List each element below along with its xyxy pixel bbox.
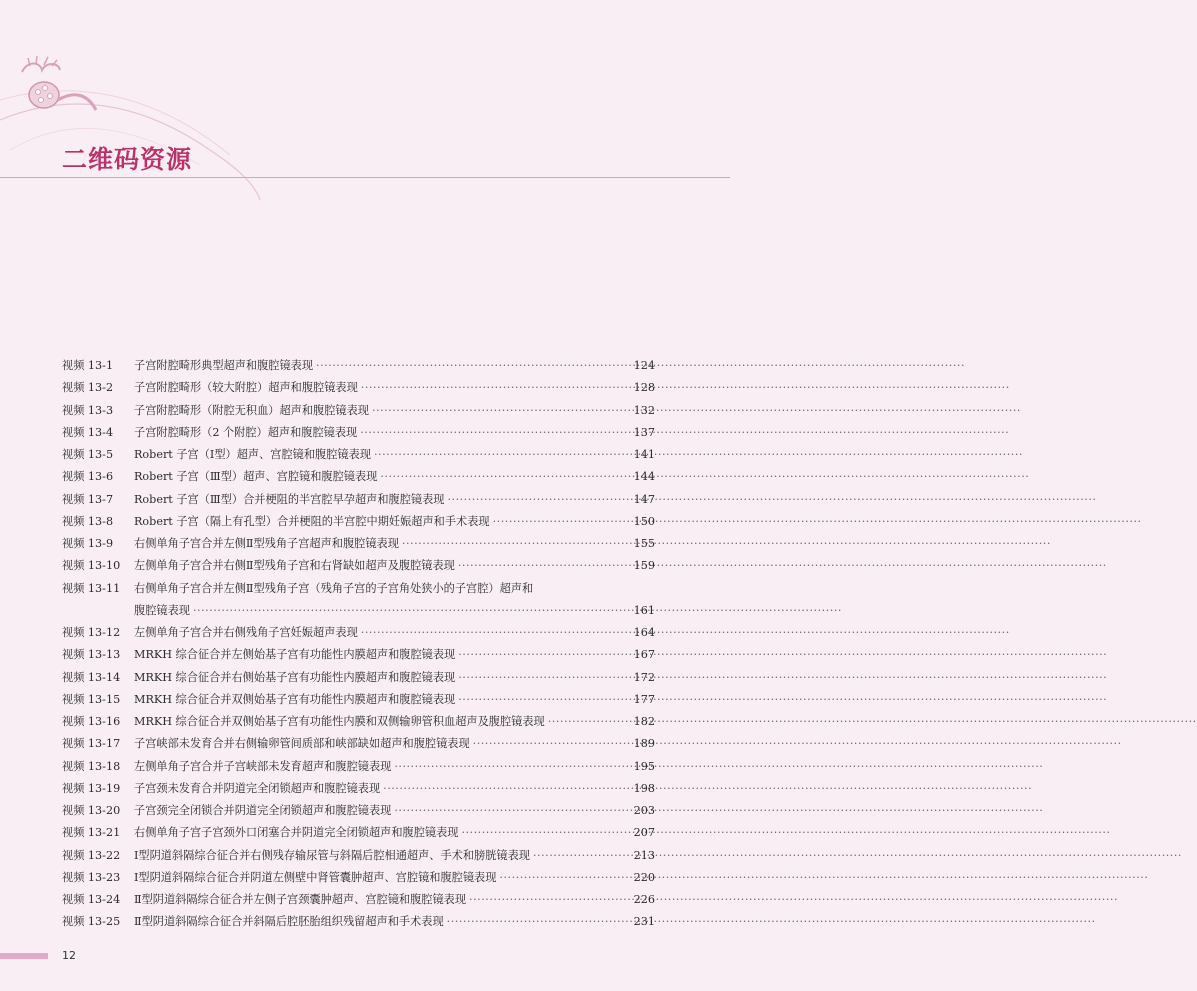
toc-entry[interactable]	[62, 822, 655, 844]
toc-text: Ⅱ型阴道斜隔综合征合并左侧子宫颈囊肿超声、宫腔镜和腹腔镜表现	[134, 893, 467, 906]
toc-text: Robert 子宫（Ⅰ型）超声、宫腔镜和腹腔镜表现	[134, 448, 371, 461]
toc-text: 子宫附腔畸形（较大附腔）超声和腹腔镜表现	[134, 381, 358, 395]
toc-label: 视频 13-23	[62, 870, 121, 884]
toc-label: 视频 13-13	[62, 648, 121, 662]
toc-page: 164	[633, 626, 655, 639]
toc-list	[62, 355, 655, 934]
toc-entry[interactable]	[62, 555, 655, 577]
toc-page: 150	[633, 514, 655, 528]
toc-leader	[473, 733, 631, 755]
toc-page: 128	[633, 381, 655, 395]
toc-page: 203	[633, 804, 655, 817]
toc-entry[interactable]	[62, 377, 655, 399]
toc-page: 124	[633, 359, 655, 372]
toc-page: 213	[633, 848, 655, 862]
toc-leader	[374, 444, 631, 466]
toc-page: 144	[633, 470, 655, 484]
toc-leader	[469, 889, 631, 911]
toc-leader	[394, 756, 630, 778]
toc-entry[interactable]	[62, 511, 655, 533]
toc-text: MRKH 综合征合并右侧始基子宫有功能性内膜超声和腹腔镜表现	[134, 670, 456, 684]
ovary-tube-icon	[22, 56, 96, 110]
toc-leader	[447, 489, 630, 511]
toc-entry[interactable]	[62, 867, 655, 889]
toc-entry[interactable]	[62, 489, 655, 511]
toc-entry[interactable]	[62, 644, 655, 666]
toc-entry[interactable]	[62, 466, 655, 488]
page-number: 12	[62, 949, 76, 962]
toc-leader	[361, 622, 631, 644]
toc-text: 子宫颈完全闭锁合并阴道完全闭锁超声和腹腔镜表现	[134, 804, 392, 817]
toc-page: 182	[633, 715, 655, 728]
title-divider	[0, 177, 730, 178]
toc-entry[interactable]	[62, 733, 655, 755]
toc-text: 右侧单角子宫合并左侧Ⅱ型残角子宫（残角子宫的子宫角处狭小的子宫腔）超声和	[134, 581, 534, 595]
toc-page: 132	[633, 403, 655, 417]
toc-entry[interactable]	[62, 355, 655, 377]
toc-label: 视频 13-17	[62, 737, 121, 751]
toc-entry[interactable]	[62, 756, 655, 778]
toc-text: 左侧单角子宫合并右侧Ⅱ型残角子宫和右肾缺如超声及腹腔镜表现	[134, 559, 455, 573]
toc-label: 视频 13-4	[62, 425, 114, 439]
toc-label: 视频 13-24	[62, 893, 121, 906]
toc-page: 161	[633, 603, 655, 617]
toc-page: 198	[633, 781, 655, 795]
toc-entry[interactable]	[62, 622, 655, 644]
toc-page: 167	[633, 648, 655, 662]
toc-leader	[533, 845, 631, 867]
toc-label: 视频 13-11	[62, 581, 121, 595]
toc-entry[interactable]	[62, 533, 655, 555]
toc-entry[interactable]	[62, 911, 655, 933]
toc-text: Ⅰ型阴道斜隔综合征合并右侧残存输尿管与斜隔后腔相通超声、手术和膀胱镜表现	[134, 848, 530, 862]
toc-label: 视频 13-6	[62, 470, 114, 484]
toc-label: 视频 13-9	[62, 537, 114, 550]
toc-leader	[402, 533, 631, 555]
toc-leader	[458, 689, 630, 711]
toc-label: 视频 13-25	[62, 915, 121, 929]
toc-entry[interactable]	[62, 578, 655, 623]
toc-entry[interactable]	[62, 800, 655, 822]
toc-leader	[499, 867, 630, 889]
toc-text: Robert 子宫（隔上有孔型）合并梗阻的半宫腔中期妊娠超声和手术表现	[134, 514, 490, 528]
toc-page: 141	[633, 448, 655, 461]
toc-leader	[361, 377, 631, 399]
toc-text: MRKH 综合征合并左侧始基子宫有功能性内膜超声和腹腔镜表现	[134, 648, 456, 662]
toc-text: MRKH 综合征合并双侧始基子宫有功能性内膜超声和腹腔镜表现	[134, 692, 456, 706]
toc-leader	[360, 422, 630, 444]
toc-entry[interactable]	[62, 889, 655, 911]
toc-text: 右侧单角子宫子宫颈外口闭塞合并阴道完全闭锁超声和腹腔镜表现	[134, 826, 459, 840]
page-title: 二维码资源	[62, 145, 193, 174]
toc-text-continued: 腹腔镜表现	[134, 603, 190, 617]
toc-text: Ⅱ型阴道斜隔综合征合并斜隔后腔胚胎组织残留超声和手术表现	[134, 915, 444, 929]
toc-label: 视频 13-3	[62, 403, 114, 417]
toc-page: 226	[633, 893, 655, 906]
toc-label: 视频 13-16	[62, 715, 121, 728]
toc-page: 147	[633, 492, 655, 506]
toc-text: 子宫附腔畸形（2 个附腔）超声和腹腔镜表现	[134, 425, 358, 439]
toc-label: 视频 13-10	[62, 559, 121, 573]
toc-leader	[458, 644, 630, 666]
toc-label: 视频 13-14	[62, 670, 121, 684]
toc-label: 视频 13-5	[62, 448, 114, 461]
toc-leader	[193, 600, 631, 622]
toc-leader	[493, 511, 631, 533]
toc-leader	[316, 355, 631, 377]
toc-text: Robert 子宫（Ⅲ型）合并梗阻的半宫腔早孕超声和腹腔镜表现	[134, 492, 445, 506]
toc-text: 子宫颈未发育合并阴道完全闭锁超声和腹腔镜表现	[134, 781, 381, 795]
toc-leader	[461, 822, 630, 844]
toc-text: 子宫峡部未发育合并右侧输卵管间质部和峡部缺如超声和腹腔镜表现	[134, 737, 470, 751]
toc-entry[interactable]	[62, 711, 655, 733]
toc-entry[interactable]	[62, 444, 655, 466]
toc-entry[interactable]	[62, 400, 655, 422]
toc-page: 155	[633, 537, 655, 550]
toc-page: 172	[633, 670, 655, 684]
toc-entry[interactable]	[62, 778, 655, 800]
toc-leader	[380, 466, 630, 488]
toc-text: 左侧单角子宫合并右侧残角子宫妊娠超声表现	[134, 626, 358, 639]
toc-label: 视频 13-12	[62, 626, 121, 639]
toc-leader	[372, 400, 631, 422]
toc-text: Ⅰ型阴道斜隔综合征合并阴道左侧壁中肾管囊肿超声、宫腔镜和腹腔镜表现	[134, 870, 497, 884]
toc-page: 159	[633, 559, 655, 573]
toc-page: 220	[633, 870, 655, 884]
toc-leader	[548, 711, 631, 733]
toc-leader	[458, 667, 630, 689]
toc-page: 137	[633, 425, 655, 439]
toc-label: 视频 13-7	[62, 492, 114, 506]
toc-text: Robert 子宫（Ⅲ型）超声、宫腔镜和腹腔镜表现	[134, 470, 378, 484]
toc-text: 子宫附腔畸形（附腔无积血）超声和腹腔镜表现	[134, 403, 369, 417]
toc-text: 子宫附腔畸形典型超声和腹腔镜表现	[134, 359, 314, 372]
toc-page: 189	[633, 737, 655, 751]
toc-page: 195	[633, 759, 655, 773]
toc-entry[interactable]	[62, 422, 655, 444]
toc-entry[interactable]	[62, 845, 655, 867]
toc-label: 视频 13-22	[62, 848, 121, 862]
toc-label: 视频 13-15	[62, 692, 121, 706]
toc-leader	[383, 778, 631, 800]
toc-leader	[447, 911, 631, 933]
toc-label: 视频 13-19	[62, 781, 121, 795]
toc-label: 视频 13-1	[62, 359, 114, 372]
toc-text: 左侧单角子宫合并子宫峡部未发育超声和腹腔镜表现	[134, 759, 392, 773]
toc-page: 231	[633, 915, 655, 929]
toc-entry[interactable]	[62, 667, 655, 689]
toc-text: MRKH 综合征合并双侧始基子宫有功能性内膜和双侧输卵管积血超声及腹腔镜表现	[134, 715, 545, 728]
toc-page: 207	[633, 826, 655, 840]
toc-leader	[458, 555, 631, 577]
toc-text: 右侧单角子宫合并左侧Ⅱ型残角子宫超声和腹腔镜表现	[134, 537, 399, 550]
toc-label: 视频 13-21	[62, 826, 121, 840]
toc-page: 177	[633, 692, 655, 706]
toc-label: 视频 13-8	[62, 514, 114, 528]
toc-leader	[394, 800, 630, 822]
toc-label: 视频 13-18	[62, 759, 121, 773]
toc-entry[interactable]	[62, 689, 655, 711]
toc-label: 视频 13-20	[62, 804, 121, 817]
footer-accent-bar	[0, 953, 48, 959]
toc-label: 视频 13-2	[62, 381, 114, 395]
